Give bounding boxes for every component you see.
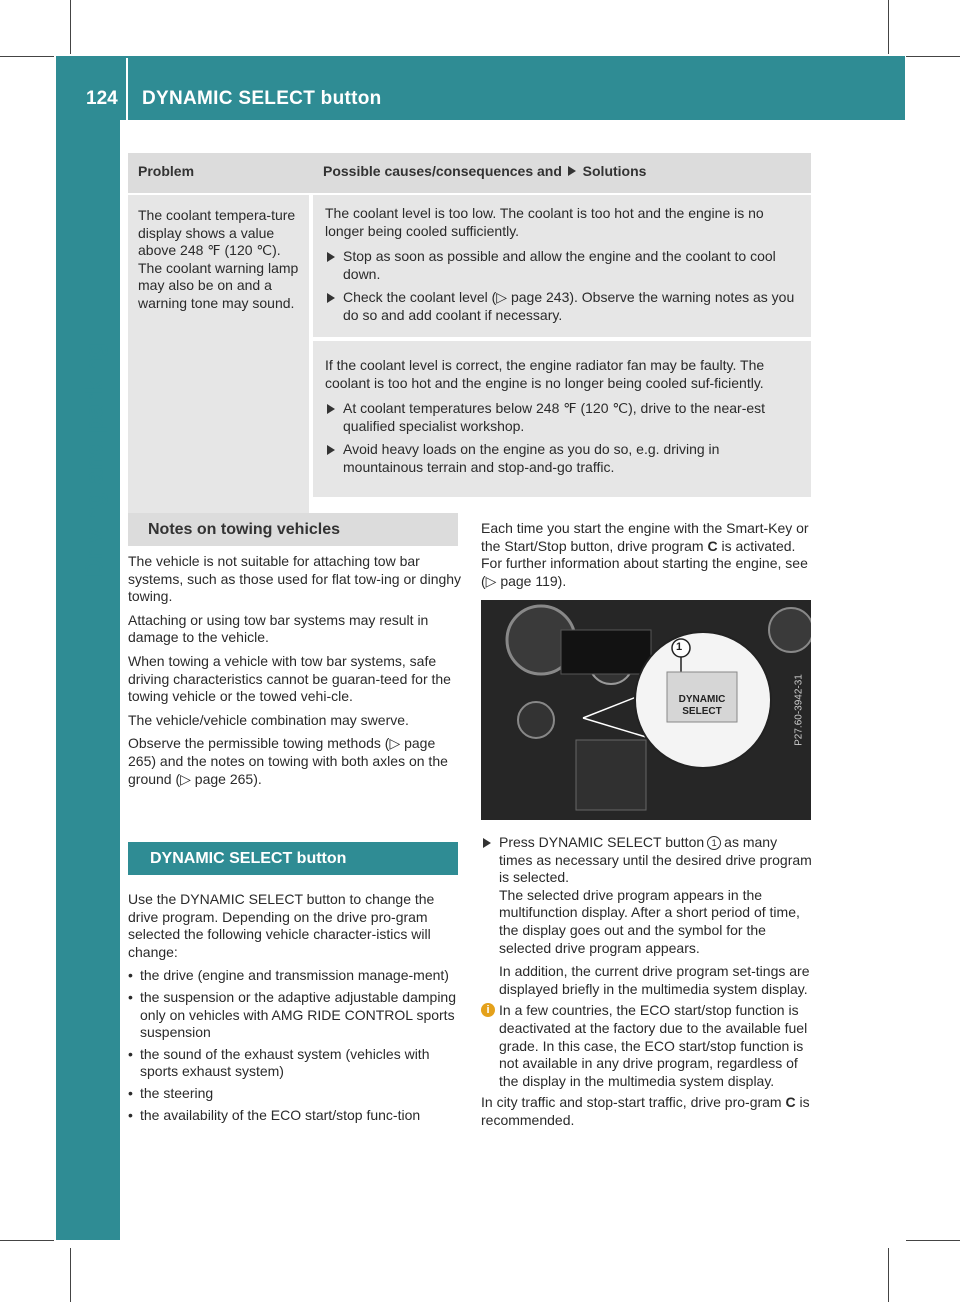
step-result: The selected drive program appears in the multifunction display. After a short period of time, the display goes out and the symbol for the selected drive program appears. (499, 886, 800, 956)
dynamic-heading: DYNAMIC SELECT button (128, 842, 458, 875)
figure-code: P27.60-3942-31 (793, 674, 805, 746)
crop-mark (0, 1240, 54, 1241)
page-title: DYNAMIC SELECT button (142, 88, 382, 109)
info-note: i In a few countries, the ECO start/stop function is deactivated at the factory due to the available fuel grade. In this case, the ECO start/stop function is not available in any drive program, regardless of the display in the multimedia system display. (481, 1002, 813, 1090)
crop-mark (0, 56, 54, 57)
arrow-icon (327, 404, 335, 414)
figure-button-label: DYNAMIC SELECT (678, 694, 726, 717)
list-item: • the availability of the ECO start/stop func-tion (128, 1107, 462, 1125)
solution-cell (313, 341, 811, 497)
paragraph: The vehicle/vehicle combination may swerve. (128, 711, 409, 728)
paragraph: In city traffic and stop-start traffic, drive pro-gram C is recommended. (481, 1094, 810, 1128)
crop-mark (906, 56, 960, 57)
paragraph: Observe the permissible towing methods (▷ page 265) and the notes on towing with both axles on the ground (▷ page 265). (128, 735, 448, 787)
arrow-icon (327, 293, 335, 303)
list-item: • the drive (engine and transmission manage-ment) (128, 967, 462, 985)
dashboard-photo (481, 600, 811, 820)
table-header (128, 153, 811, 193)
crop-mark (888, 1248, 889, 1302)
header-problem: Problem (138, 163, 195, 179)
info-icon: i (481, 1003, 495, 1017)
dashboard-illustration (481, 600, 811, 820)
step-item: Stop as soon as possible and allow the engine and the coolant to cool down. (325, 248, 801, 283)
arrow-icon (327, 445, 335, 455)
crop-mark (906, 1240, 960, 1241)
cause-text: If the coolant level is correct, the engine radiator fan may be faulty. The coolant is too hot and the engine is no longer being cooled suf-ficiently. (325, 357, 765, 391)
table-row (128, 193, 811, 518)
towing-section (128, 553, 462, 794)
dynamic-section (128, 891, 462, 1128)
arrow-icon (483, 838, 491, 848)
step-item: Avoid heavy loads on the engine as you do so, e.g. driving in mountainous terrain and stop-and-go traffic. (325, 441, 801, 476)
step-item: At coolant temperatures below 248 ℉ (120 ℃), drive to the near-est qualified specialist workshop. (325, 400, 801, 435)
problem-cell: The coolant tempera-ture display shows a value above 248 ℉ (120 ℃). The coolant warning lamp may also be on and a warning tone may sound. (128, 195, 309, 518)
crop-mark (70, 0, 71, 54)
arrow-icon (327, 252, 335, 262)
solutions-column (313, 193, 811, 518)
chapter-tab (56, 120, 120, 1240)
paragraph: Use the DYNAMIC SELECT button to change the drive program. Depending on the drive pro-gram selected the following vehicle character-istics will change: (128, 891, 435, 960)
figure-callout: 1 (676, 641, 683, 653)
solution-cell (313, 195, 811, 337)
step-item: Check the coolant level (▷ page 243). Observe the warning notes as you do so and add coolant if necessary. (325, 289, 801, 324)
crop-mark (888, 0, 889, 54)
list-item: • the sound of the exhaust system (vehicles with sports exhaust system) (128, 1046, 462, 1081)
crop-mark (70, 1248, 71, 1302)
paragraph: Attaching or using tow bar systems may result in damage to the vehicle. (128, 611, 429, 646)
problem-table (128, 153, 811, 518)
chapter-label: Driving and parking (80, 342, 109, 578)
paragraph: When towing a vehicle with tow bar systems, safe driving characteristics cannot be guaran-teed for the towing vehicle or the towed vehi-cle. (128, 652, 451, 705)
start-paragraph: Each time you start the engine with the Smart-Key or the Start/Stop button, drive program C is activated. For further information about starting the engine, see (▷ page 119). (481, 520, 809, 589)
step-extra: In addition, the current drive program set-tings are displayed briefly in the multimedia system display. (499, 963, 810, 997)
arrow-icon (568, 166, 576, 176)
callout-icon: 1 (707, 836, 721, 850)
procedure-section (481, 834, 813, 1136)
towing-heading: Notes on towing vehicles (128, 513, 458, 546)
page-number: 124 (86, 88, 118, 109)
header-causes: Possible causes/consequences and Solutions (323, 163, 647, 179)
header-separator (126, 58, 128, 120)
step-item: Press DYNAMIC SELECT button 1 as many times as necessary until the desired drive program is selected. The selected drive program appears in the multifunction display. After a short period of time, the display goes out and the symbol for the selected drive program appears. In addition, the current drive program set-tings are displayed briefly in the multimedia system display. (481, 834, 813, 998)
list-item: • the steering (128, 1085, 462, 1103)
cause-text: The coolant level is too low. The coolant is too hot and the engine is no longer being cooled sufficiently. (325, 205, 764, 239)
paragraph: The vehicle is not suitable for attaching tow bar systems, such as those used for flat tow-ing or dinghy towing. (128, 553, 462, 605)
list-item: • the suspension or the adaptive adjustable damping only on vehicles with AMG RIDE CONTROL sports suspension (128, 989, 462, 1042)
